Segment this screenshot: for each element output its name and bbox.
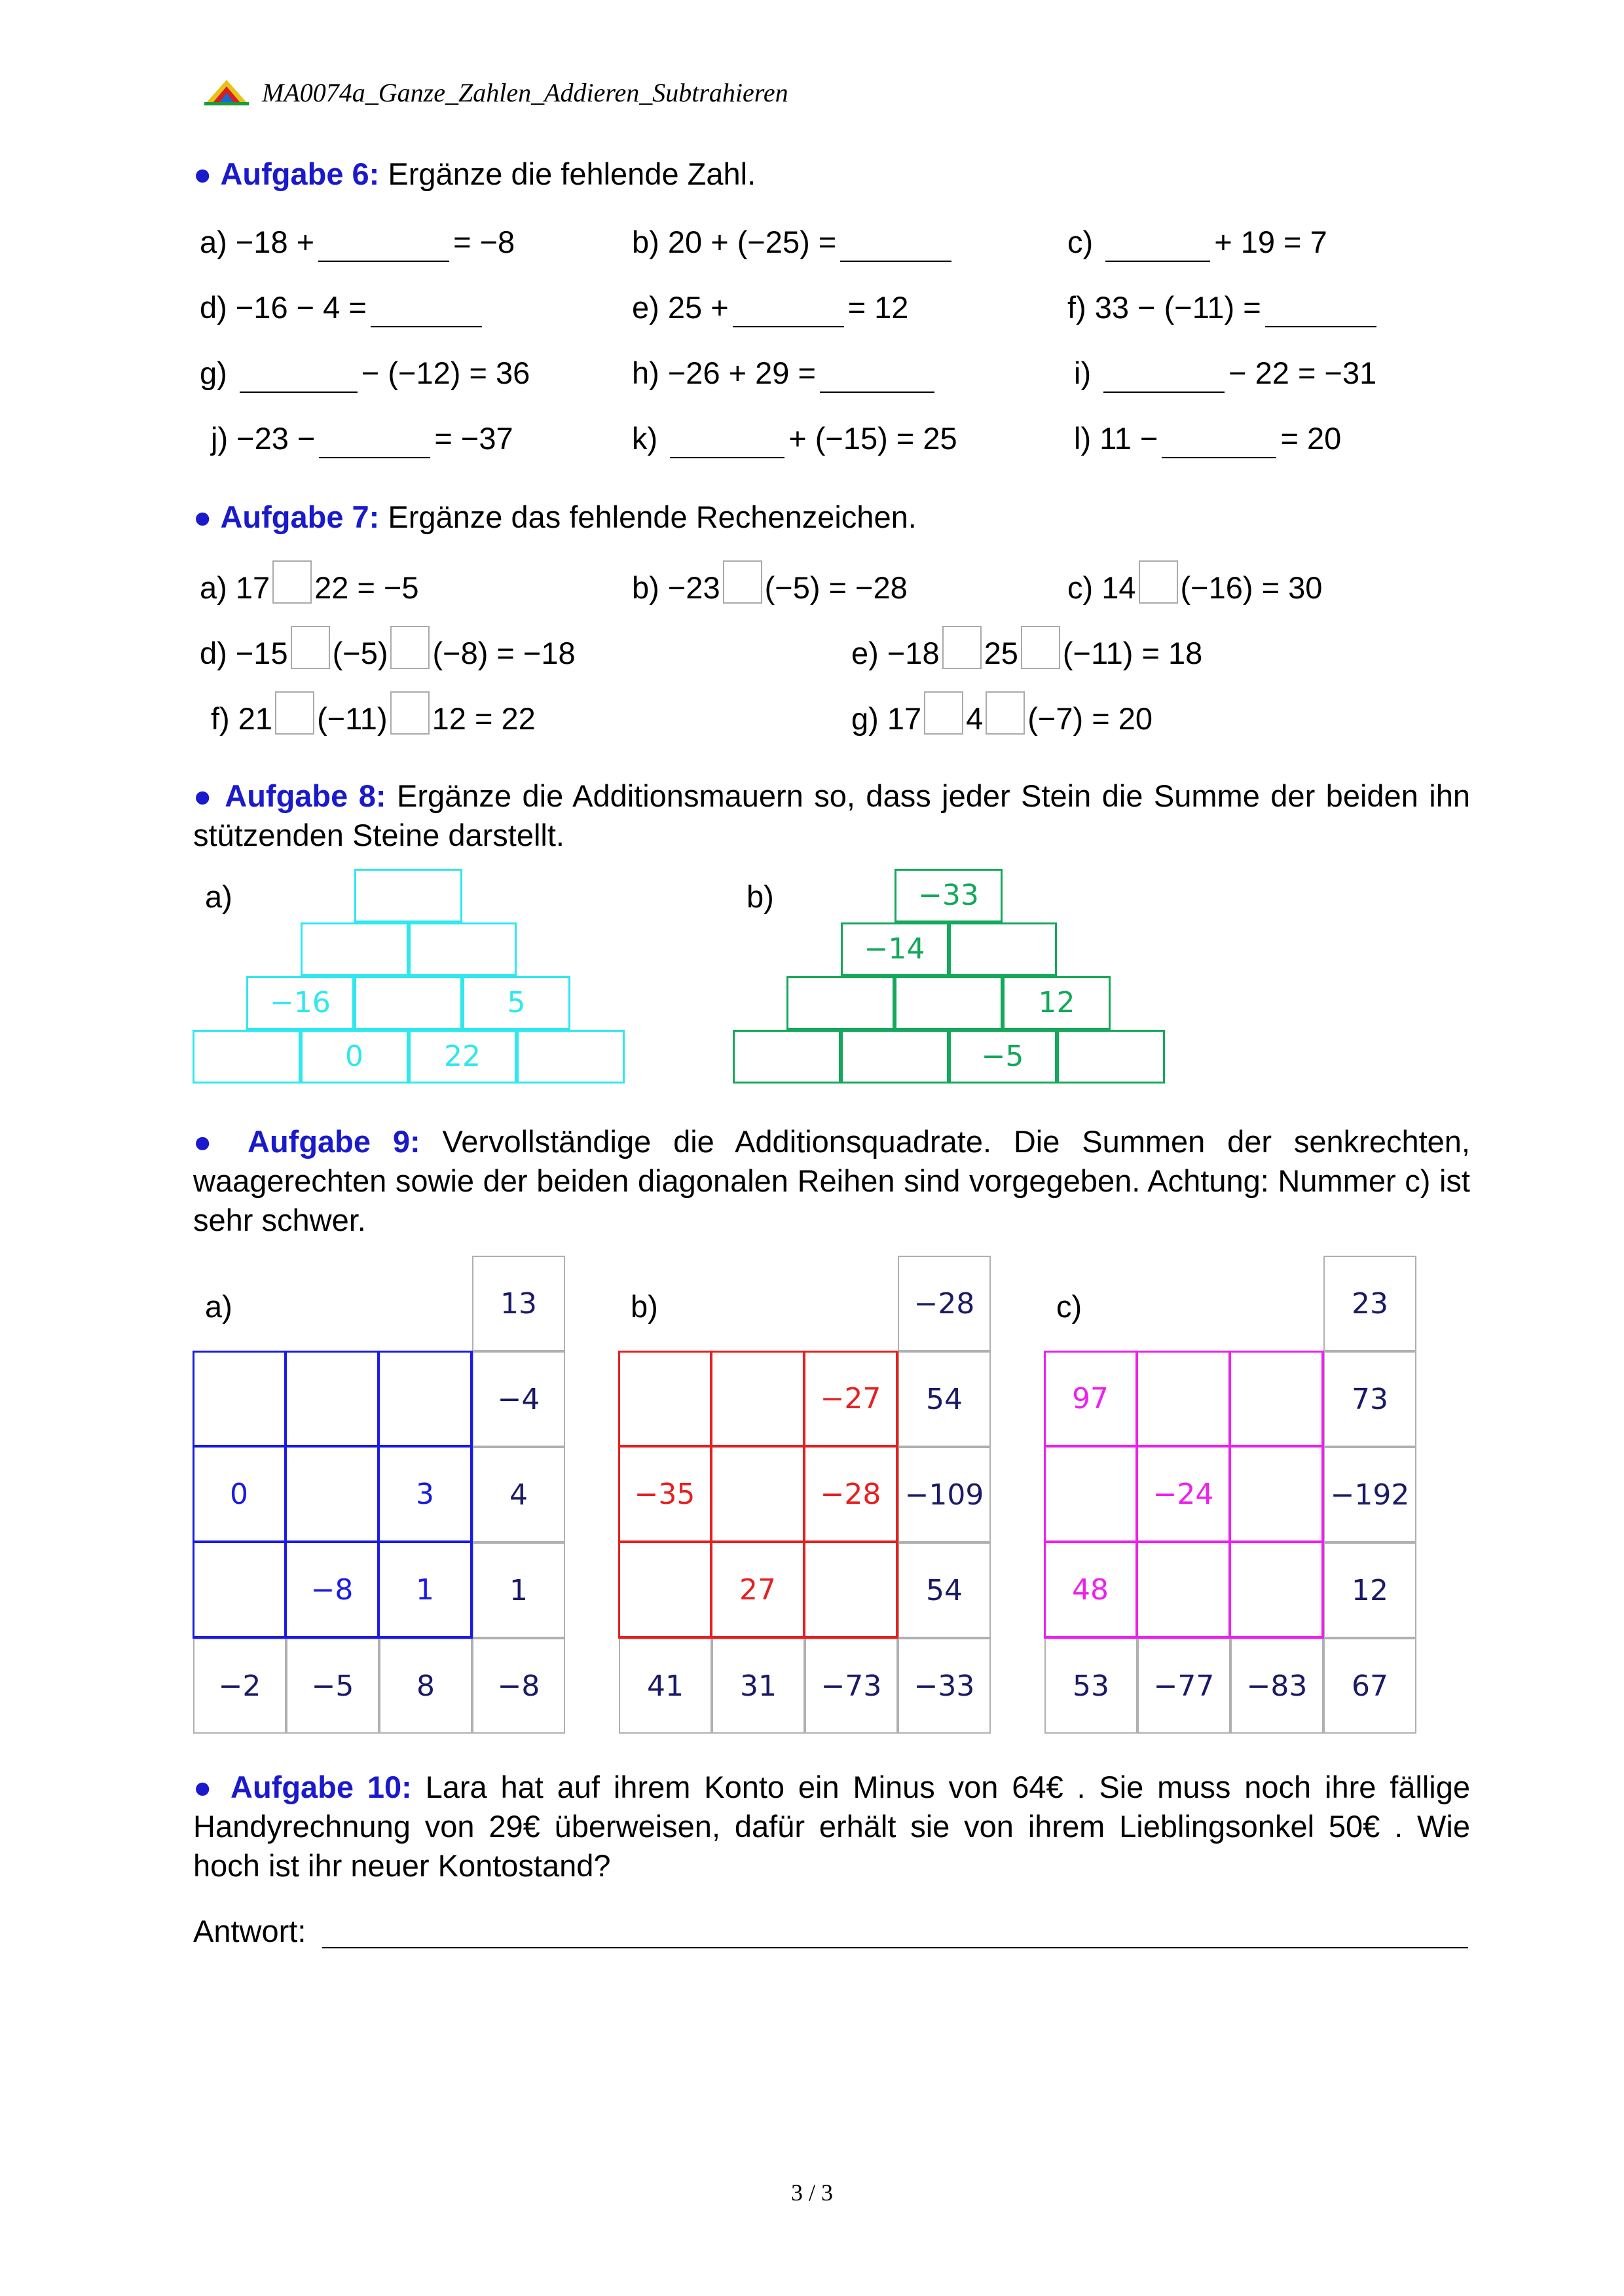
task6-item-i: i) − 22 = −31 <box>1074 354 1376 393</box>
task6-label: Aufgabe 6: <box>220 156 380 191</box>
square-cell[interactable] <box>711 1351 804 1446</box>
square-label: b) <box>631 1289 658 1324</box>
square-cell: 97 <box>1044 1351 1137 1446</box>
answer-blank[interactable] <box>840 232 951 262</box>
wall-brick[interactable] <box>301 922 409 976</box>
task6-heading <box>193 155 756 194</box>
task7-item-e: e) −18 25 (−11) = 18 <box>851 634 1202 673</box>
square-cell: −8 <box>286 1542 378 1637</box>
diagonal-sum: 13 <box>472 1256 565 1351</box>
answer-blank[interactable] <box>318 232 449 262</box>
task6-bullet: ● <box>193 156 212 191</box>
wall-brick[interactable] <box>409 922 517 976</box>
square-cell: −24 <box>1137 1446 1230 1542</box>
square-label: a) <box>205 1289 232 1324</box>
row-sum: 54 <box>898 1351 991 1447</box>
square-cell[interactable] <box>1044 1446 1137 1542</box>
row-sum: 1 <box>472 1542 565 1638</box>
operator-box[interactable] <box>1139 560 1178 604</box>
answer-blank[interactable] <box>319 428 430 458</box>
square-cell[interactable] <box>1137 1351 1230 1446</box>
column-sum: −2 <box>193 1638 286 1734</box>
wall-brick: −14 <box>841 922 949 976</box>
square-cell: 27 <box>711 1542 804 1637</box>
square-cell: 1 <box>378 1542 471 1637</box>
wall-brick[interactable] <box>733 1030 841 1084</box>
column-sum: −83 <box>1230 1638 1323 1734</box>
diagonal-sum: −8 <box>472 1638 565 1734</box>
row-sum: −109 <box>898 1447 991 1542</box>
task10-heading <box>193 1768 1470 1886</box>
task9-label: Aufgabe 9: <box>248 1124 420 1159</box>
task9-heading <box>193 1122 1470 1240</box>
column-sum: 41 <box>619 1638 712 1734</box>
wall-brick: −5 <box>949 1030 1057 1084</box>
square-cell: −27 <box>804 1351 897 1446</box>
task7-label: Aufgabe 7: <box>220 500 380 534</box>
wall-brick: 5 <box>462 976 570 1030</box>
task9-bullet: ● <box>193 1124 226 1159</box>
task7-bullet: ● <box>193 500 212 534</box>
square-cell[interactable] <box>193 1351 286 1446</box>
task6-item-c: c) + 19 = 7 <box>1067 223 1327 262</box>
column-sum: 31 <box>712 1638 805 1734</box>
square-cell[interactable] <box>804 1542 897 1637</box>
column-sum: −77 <box>1137 1638 1230 1734</box>
task6-item-j: j) −23 − = −37 <box>211 419 513 458</box>
square-cell: −35 <box>618 1446 711 1542</box>
answer-blank[interactable] <box>670 428 784 458</box>
task7-item-g: g) 17 4 (−7) = 20 <box>851 699 1153 738</box>
task6-item-e: e) 25 + = 12 <box>632 288 908 327</box>
task7-item-b: b) −23 (−5) = −28 <box>632 568 908 608</box>
wall-b-label: b) <box>747 879 774 914</box>
answer-blank[interactable] <box>1265 297 1376 327</box>
wall-brick[interactable] <box>786 976 895 1030</box>
operator-box[interactable] <box>1021 626 1060 669</box>
column-sum: −5 <box>286 1638 379 1734</box>
row-sum: −4 <box>472 1351 565 1447</box>
square-cell[interactable] <box>618 1542 711 1637</box>
wall-brick: −33 <box>895 869 1003 922</box>
column-sum: 8 <box>379 1638 472 1734</box>
operator-box[interactable] <box>272 560 312 604</box>
square-cell[interactable] <box>1230 1351 1323 1446</box>
square-cell[interactable] <box>1137 1542 1230 1637</box>
task7-instruction: Ergänze das fehlende Rechenzeichen. <box>388 500 917 534</box>
wall-brick[interactable] <box>841 1030 949 1084</box>
operator-box[interactable] <box>942 626 982 669</box>
task7-item-d: d) −15 (−5) (−8) = −18 <box>200 634 576 673</box>
row-sum: 73 <box>1323 1351 1416 1447</box>
operator-box[interactable] <box>291 626 330 669</box>
operator-box[interactable] <box>275 691 314 735</box>
square-label: c) <box>1056 1289 1082 1324</box>
task6-item-g: g) − (−12) = 36 <box>200 354 530 393</box>
column-sum: 53 <box>1044 1638 1137 1734</box>
wall-brick: −16 <box>246 976 354 1030</box>
square-cell[interactable] <box>1230 1446 1323 1542</box>
diagonal-sum: −33 <box>898 1638 991 1734</box>
task6-item-d: d) −16 − 4 = <box>200 288 486 327</box>
task7-item-f: f) 21 (−11) 12 = 22 <box>211 699 536 738</box>
task8-label: Aufgabe 8: <box>225 778 386 813</box>
task8-heading <box>193 776 1470 855</box>
square-cell: 0 <box>193 1446 286 1542</box>
document-title: MA0074a_Ganze_Zahlen_Addieren_Subtrahieren <box>262 78 788 107</box>
wall-brick: 22 <box>409 1030 517 1084</box>
task6-item-f: f) 33 − (−11) = <box>1067 288 1380 327</box>
diagonal-sum: 67 <box>1323 1638 1416 1734</box>
task7-item-a: a) 17 22 = −5 <box>200 568 419 608</box>
square-cell: 3 <box>378 1446 471 1542</box>
wall-brick[interactable] <box>895 976 1003 1030</box>
wall-brick[interactable] <box>949 922 1057 976</box>
wall-brick[interactable] <box>354 869 462 922</box>
task6-item-h: h) −26 + 29 = <box>632 354 938 393</box>
wall-brick[interactable] <box>354 976 462 1030</box>
answer-blank[interactable] <box>1105 232 1210 262</box>
answer-line[interactable] <box>322 1947 1468 1948</box>
task9-instruction: Vervollständige die Additionsquadrate. Die Summen der senkrechten, waagerechten sowie der beiden diagonalen Reihen sind vorgegeben. Achtung: Nummer c) ist sehr schwer. <box>193 1124 1470 1237</box>
wall-a-label: a) <box>205 879 232 914</box>
operator-box[interactable] <box>924 691 963 735</box>
task6-item-a: a) −18 + = −8 <box>200 223 515 262</box>
row-sum: 54 <box>898 1542 991 1638</box>
square-cell[interactable] <box>378 1351 471 1446</box>
answer-label: Antwort: <box>193 1914 306 1948</box>
answer-blank[interactable] <box>1162 428 1276 458</box>
operator-box[interactable] <box>390 691 430 735</box>
answer-blank[interactable] <box>733 297 844 327</box>
task10-bullet: ● <box>193 1770 217 1804</box>
row-sum: 12 <box>1323 1542 1416 1638</box>
operator-box[interactable] <box>723 560 762 604</box>
square-cell[interactable] <box>1230 1542 1323 1637</box>
diagonal-sum: −28 <box>898 1256 991 1351</box>
wall-brick: 12 <box>1003 976 1111 1030</box>
task6-item-b: b) 20 + (−25) = <box>632 223 955 262</box>
answer-blank[interactable] <box>1103 363 1225 393</box>
row-sum: −192 <box>1323 1447 1416 1542</box>
square-cell[interactable] <box>618 1351 711 1446</box>
diagonal-sum: 23 <box>1323 1256 1416 1351</box>
task6-item-k: k) + (−15) = 25 <box>632 419 957 458</box>
task6-item-l: l) 11 − = 20 <box>1074 419 1341 458</box>
page-number: 3 / 3 <box>790 2179 833 2206</box>
wall-brick[interactable] <box>193 1030 301 1084</box>
task8-instruction: Ergänze die Additionsmauern so, dass jeder Stein die Summe der beiden ihn stützenden Steine darstellt. <box>193 778 1471 852</box>
task10-label: Aufgabe 10: <box>231 1770 412 1804</box>
task7-item-c: c) 14 (−16) = 30 <box>1067 568 1322 608</box>
square-cell[interactable] <box>286 1351 378 1446</box>
wall-brick[interactable] <box>517 1030 625 1084</box>
square-cell: 48 <box>1044 1542 1137 1637</box>
task8-bullet: ● <box>193 778 214 813</box>
answer-blank[interactable] <box>371 297 482 327</box>
task10-text: Lara hat auf ihrem Konto ein Minus von 64€ . Sie muss noch ihre fällige Handyrechnung von 29€ überweisen, dafür erhält sie von ihrem Lieblingsonkel 50€ . Wie hoch ist ihr neuer Kontostand? <box>193 1770 1471 1883</box>
answer-blank[interactable] <box>240 363 358 393</box>
square-cell[interactable] <box>286 1446 378 1542</box>
answer-blank[interactable] <box>820 363 934 393</box>
task7-heading <box>193 498 917 537</box>
operator-box[interactable] <box>986 691 1025 735</box>
square-cell: −28 <box>804 1446 897 1542</box>
square-cell[interactable] <box>711 1446 804 1542</box>
wall-brick: 0 <box>301 1030 409 1084</box>
wall-brick[interactable] <box>1057 1030 1165 1084</box>
pyramid-logo-icon <box>203 77 250 106</box>
square-cell[interactable] <box>193 1542 286 1637</box>
column-sum: −73 <box>805 1638 898 1734</box>
task6-instruction: Ergänze die fehlende Zahl. <box>388 156 756 191</box>
row-sum: 4 <box>472 1447 565 1542</box>
operator-box[interactable] <box>390 626 430 669</box>
